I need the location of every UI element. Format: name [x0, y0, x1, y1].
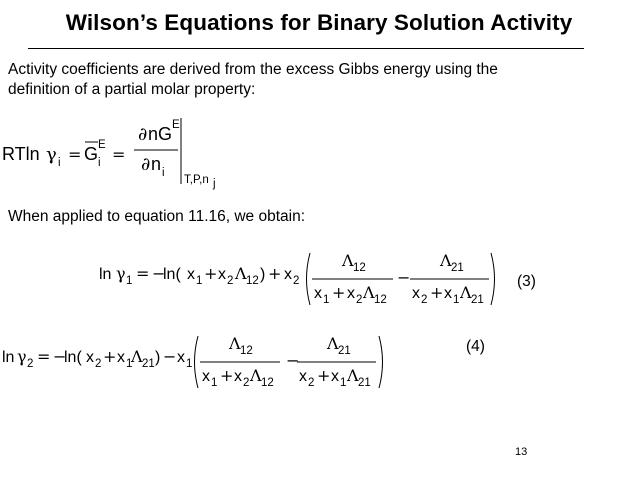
svg-text:Λ: Λ — [131, 347, 143, 366]
svg-text:): ) — [155, 349, 161, 366]
svg-text:x: x — [347, 285, 355, 302]
svg-text:γ: γ — [116, 264, 126, 283]
intro-line-1: Activity coefficients are derived from the excess Gibbs energy using the — [8, 61, 498, 78]
svg-text:+: + — [317, 366, 331, 385]
svg-text:x: x — [177, 349, 185, 366]
svg-text:=: = — [37, 347, 51, 366]
svg-text:x: x — [187, 266, 195, 283]
svg-text:=: = — [68, 145, 82, 164]
svg-text:x: x — [444, 285, 452, 302]
svg-text:γ: γ — [17, 347, 27, 366]
svg-text:+: + — [204, 264, 218, 283]
svg-text:ln: ln — [99, 266, 112, 283]
svg-text:Λ: Λ — [460, 283, 472, 302]
svg-text:1: 1 — [323, 294, 330, 306]
svg-text:Λ: Λ — [229, 334, 241, 353]
svg-text:ln(: ln( — [64, 349, 82, 366]
svg-text:T,P,n: T,P,n — [184, 174, 209, 186]
svg-text:12: 12 — [261, 377, 274, 389]
svg-text:x: x — [117, 349, 125, 366]
svg-text:x: x — [331, 368, 339, 385]
equation-3-label: (3) — [517, 273, 536, 290]
svg-text:21: 21 — [451, 262, 464, 274]
svg-text:x: x — [218, 266, 226, 283]
svg-text:1: 1 — [126, 275, 133, 287]
svg-text:x: x — [299, 368, 307, 385]
applied-text: When applied to equation 11.16, we obtain: — [8, 208, 306, 225]
svg-text:x: x — [412, 285, 420, 302]
svg-text:E: E — [172, 119, 180, 131]
svg-text:x: x — [314, 285, 322, 302]
svg-text:Λ: Λ — [342, 251, 354, 270]
svg-text:i: i — [58, 157, 61, 169]
svg-text:2: 2 — [27, 358, 34, 370]
svg-text:Λ: Λ — [363, 283, 375, 302]
svg-text:2: 2 — [293, 275, 300, 287]
svg-text:i: i — [162, 167, 165, 179]
svg-text:j: j — [213, 178, 216, 190]
svg-text:∂: ∂ — [138, 124, 148, 145]
svg-text:−: − — [53, 347, 67, 366]
svg-text:n: n — [151, 154, 162, 174]
svg-text:1: 1 — [186, 358, 193, 370]
svg-text:G: G — [84, 144, 99, 164]
svg-text:Λ: Λ — [440, 251, 452, 270]
svg-text:x: x — [234, 368, 242, 385]
svg-text:21: 21 — [471, 294, 484, 306]
svg-text:12: 12 — [240, 345, 253, 357]
svg-text:∂: ∂ — [141, 154, 151, 175]
svg-text:1: 1 — [340, 377, 347, 389]
svg-text:ln(: ln( — [163, 266, 181, 283]
svg-text:Λ: Λ — [235, 264, 247, 283]
svg-text:21: 21 — [142, 358, 155, 370]
svg-text:+: + — [430, 283, 444, 302]
svg-text:12: 12 — [374, 294, 387, 306]
svg-text:Λ: Λ — [347, 366, 359, 385]
svg-text:2: 2 — [356, 294, 363, 306]
intro-line-2: definition of a partial molar property: — [8, 81, 256, 98]
svg-text:nG: nG — [148, 124, 173, 144]
svg-text:+: + — [103, 347, 117, 366]
svg-text:12: 12 — [246, 275, 259, 287]
svg-text:−: − — [286, 351, 300, 370]
svg-text:=: = — [112, 145, 126, 164]
svg-text:E: E — [98, 139, 106, 151]
svg-text:−: − — [163, 347, 177, 366]
svg-text:i: i — [98, 157, 101, 169]
svg-text:γ: γ — [46, 144, 57, 165]
svg-text:Λ: Λ — [250, 366, 262, 385]
svg-text:2: 2 — [95, 358, 102, 370]
svg-text:RTln: RTln — [2, 144, 40, 164]
svg-text:2: 2 — [243, 377, 250, 389]
svg-text:1: 1 — [453, 294, 460, 306]
svg-text:−: − — [397, 268, 411, 287]
svg-text:2: 2 — [227, 275, 234, 287]
svg-text:x: x — [284, 266, 292, 283]
equation-4-label: (4) — [466, 338, 485, 355]
svg-text:x: x — [86, 349, 94, 366]
slide-title: Wilson’s Equations for Binary Solution Activity — [65, 10, 573, 35]
svg-text:+: + — [268, 264, 282, 283]
svg-text:1: 1 — [196, 275, 203, 287]
svg-text:12: 12 — [353, 262, 366, 274]
svg-text:−: − — [152, 264, 166, 283]
svg-text:21: 21 — [338, 345, 351, 357]
svg-text:21: 21 — [358, 377, 371, 389]
svg-text:Λ: Λ — [327, 334, 339, 353]
svg-text:1: 1 — [211, 377, 218, 389]
svg-text:2: 2 — [308, 377, 315, 389]
svg-text:ln: ln — [2, 349, 15, 366]
svg-text:1: 1 — [126, 358, 133, 370]
svg-text:+: + — [220, 366, 234, 385]
svg-text:2: 2 — [421, 294, 428, 306]
svg-text:x: x — [202, 368, 210, 385]
svg-text:=: = — [136, 264, 150, 283]
svg-text:+: + — [332, 283, 346, 302]
svg-text:): ) — [260, 266, 266, 283]
page-number: 13 — [515, 446, 528, 458]
